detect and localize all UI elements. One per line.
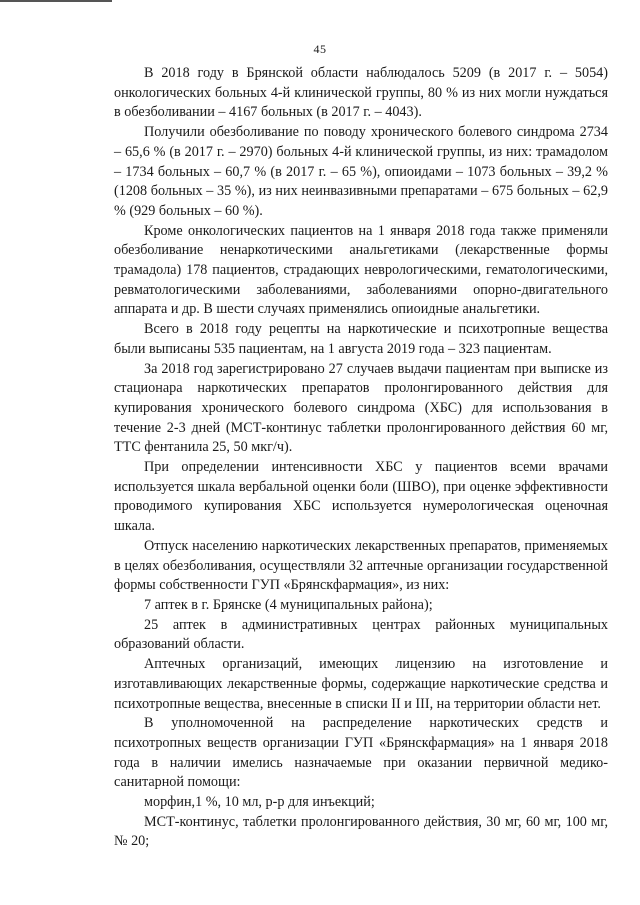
paragraph: В уполномоченной на распределение наркотических средств и психотропных веществ организации ГУП «Брянскфармация» на 1 января 2018 года в наличии имелись назначаемые при оказании первичной медико-санитарной помощи: <box>114 715 608 791</box>
paragraph: 25 аптек в административных центрах районных муниципальных образований области. <box>114 616 608 653</box>
paragraph: Всего в 2018 году рецепты на наркотические и психотропные вещества были выписаны 535 пациентам, на 1 августа 2019 года – 323 пациентам. <box>114 321 608 357</box>
paragraph: Кроме онкологических пациентов на 1 января 2018 года также применяли обезболивание ненаркотическими анальгетиками (лекарственные формы трамадола) 178 пациентов, страдающих неврологическими, гематологическими, ревматологическими заболеваниями, заболеваниями опорно-двигательного аппарата и др. В шести случаях применялись опиоидные анальгетики. <box>114 222 608 318</box>
paragraph: Получили обезболивание по поводу хронического болевого синдрома 2734 – 65,6 % (в 2017 г. – 2970) больных 4-й клинической группы, из них: трамадолом – 1734 больных – 60,7 % (в 2017 г. – 65 %), опиоидами – 1073 больных – 39,2 % (1208 больных – 35 %), из них неинвазивными препаратами – 675 больных – 62,9 % (929 больных – 60 %). <box>114 124 608 219</box>
paragraph: За 2018 год зарегистрировано 27 случаев выдачи пациентам при выписке из стационара наркотических препаратов пролонгированного действия для купирования хронического болевого синдрома (ХБС) для использования в течение 2-3 дней (МСТ-континус таблетки пролонгированного действия 60 мг, ТТС фентанила 25, 50 мкг/ч). <box>114 360 608 456</box>
paragraph: Аптечных организаций, имеющих лицензию на изготовление и изготавливающих лекарственные формы, содержащие наркотические средства и психотропные вещества, внесенные в списки II и III, на территории области нет. <box>114 656 608 712</box>
paragraph: При определении интенсивности ХБС у пациентов всеми врачами используется шкала вербальной оценки боли (ШВО), при оценке эффективности проводимого купирования ХБС используется нумерологическая оценочная шкала. <box>114 459 608 535</box>
paragraph: В 2018 году в Брянской области наблюдалось 5209 (в 2017 г. – 5054) онкологических больных 4-й клинической группы, 80 % из них могли нуждаться в обезболивании – 4167 больных (в 2017 г. – 4043). <box>114 65 608 121</box>
paragraph: МСТ-континус, таблетки пролонгированного действия, 30 мг, 60 мг, 100 мг, № 20; <box>114 813 608 850</box>
paragraph: Отпуск населению наркотических лекарственных препаратов, применяемых в целях обезболивания, осуществляли 32 аптечные организации государственной формы собственности ГУП «Брянскфармация», из них: <box>114 537 608 594</box>
document-body <box>114 64 608 852</box>
paragraph: морфин,1 %, 10 мл, р-р для инъекций; <box>144 794 375 811</box>
top-rule <box>0 0 112 2</box>
paragraph: 7 аптек в г. Брянске (4 муниципальных района); <box>144 596 433 613</box>
page-number: 45 <box>313 42 327 56</box>
